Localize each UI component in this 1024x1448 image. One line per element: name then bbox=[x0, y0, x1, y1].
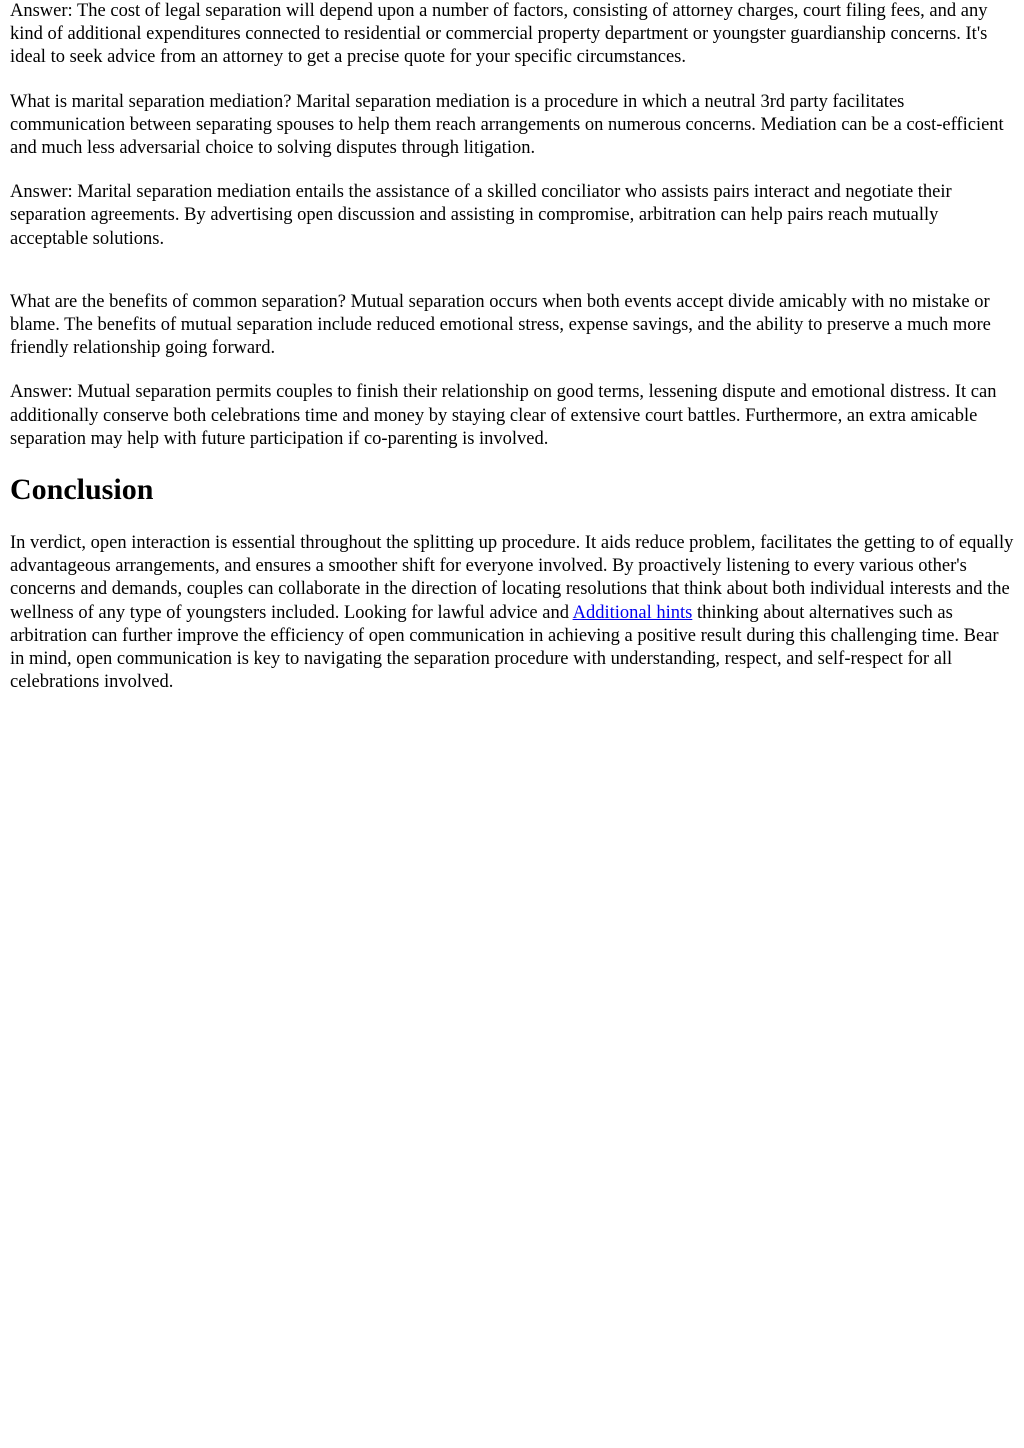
mutual-separation-answer-paragraph: Answer: Mutual separation permits couples to finish their relationship on good terms, lessening dispute and emotional distress. It can additionally conserve both celebrations time and money by staying clear of extensive court battles. Furthermore, an extra amicable separation may help with future participation if co-parenting is involved. bbox=[10, 382, 997, 449]
mediation-answer-paragraph: Answer: Marital separation mediation entails the assistance of a skilled conciliator who assists pairs interact and negotiate their separation agreements. By advertising open discussion and assisting in compromise, arbitration can help pairs reach mutually acceptable solutions. bbox=[10, 182, 952, 249]
conclusion-heading: Conclusion bbox=[10, 473, 154, 507]
conclusion-text-before-link: In verdict, open interaction is essential throughout the splitting up procedure. It aids reduce problem, facilitates the getting to of equally advantageous arrangements, and ensures a smoother shift for everyone involved. By proactively listening to every various other's concerns and demands, couples can collaborate in the direction of locating resolutions that think about both individual interests and the wellness of any type of youngsters included. Looking for lawful advice and bbox=[10, 533, 1014, 623]
additional-hints-link[interactable]: Additional hints bbox=[572, 602, 693, 623]
conclusion-text-after-link: thinking about alternatives such as arbitration can further improve the efficiency of open communication in achieving a positive result during this challenging time. Bear in mind, open communication is key to navigating the separation procedure with understanding, respect, and self-respect for all celebrations involved. bbox=[10, 602, 999, 693]
answer-cost-paragraph: Answer: The cost of legal separation will depend upon a number of factors, consisting of attorney charges, court filing fees, and any kind of additional expenditures connected to residential or commercial property department or youngster guardianship concerns. It's ideal to seek advice from an attorney to get a precise quote for your specific circumstances. bbox=[10, 1, 988, 68]
conclusion-paragraph bbox=[10, 532, 1014, 694]
mutual-separation-question-paragraph: What are the benefits of common separation? Mutual separation occurs when both events accept divide amicably with no mistake or blame. The benefits of mutual separation include reduced emotional stress, expense savings, and the ability to preserve a much more friendly relationship going forward. bbox=[10, 291, 991, 359]
paragraph-spacer bbox=[10, 272, 1014, 291]
mediation-question-paragraph: What is marital separation mediation? Marital separation mediation is a procedure in which a neutral 3rd party facilitates communication between separating spouses to help them reach arrangements on numerous concerns. Mediation can be a cost-efficient and much less adversarial choice to solving disputes through litigation. bbox=[10, 91, 1004, 159]
article-body bbox=[0, 0, 1024, 694]
